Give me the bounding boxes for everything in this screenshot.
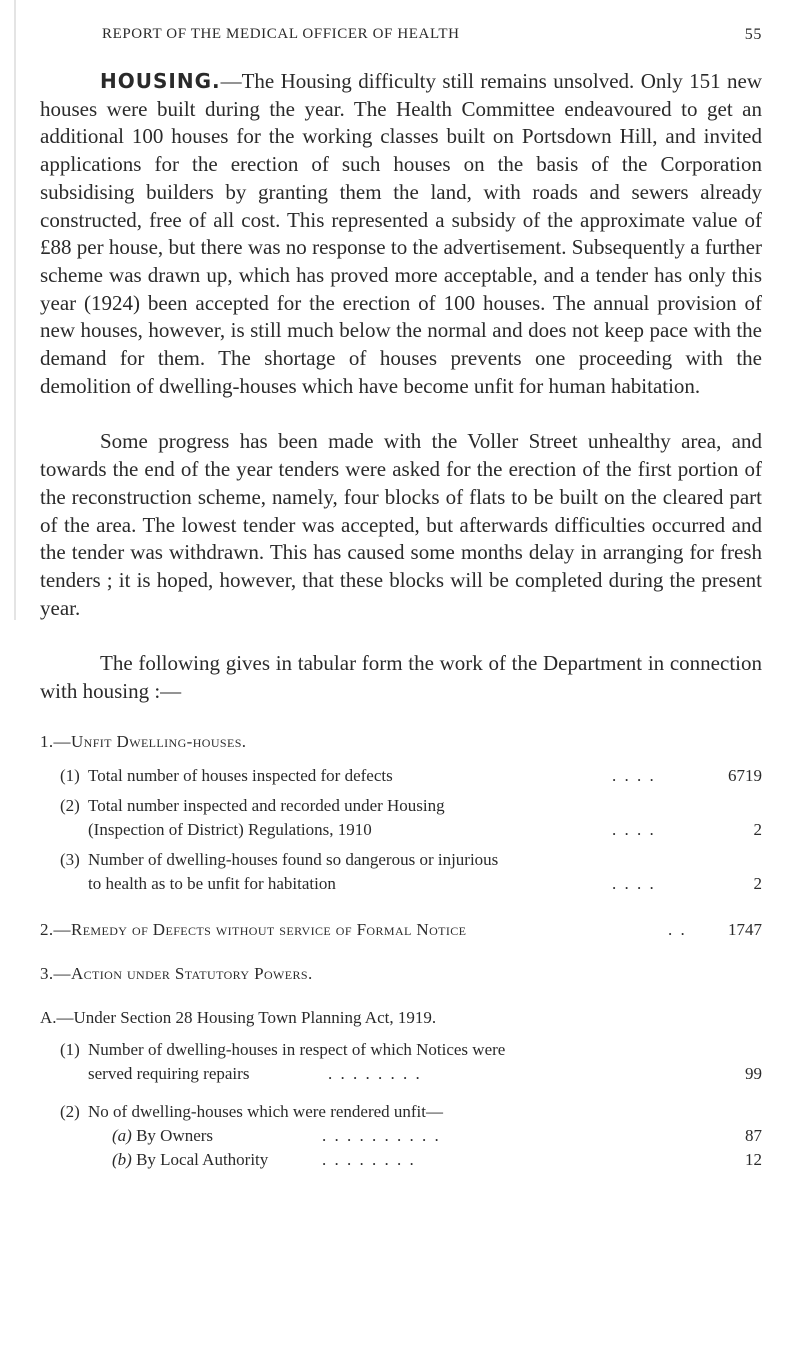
item-number: (2) <box>60 1102 80 1121</box>
section-2-heading: 2.—Remedy of Defects without service of Formal Notice <box>40 920 467 939</box>
section-3-item-2b <box>112 1148 762 1172</box>
paragraph-voller-street: Some progress has been made with the Voller Street unhealthy area, and towards the end of the year tenders were asked for the erection of the first portion of the reconstruction scheme, namely, four blocks of flats to be built on the cleared part of the area. The lowest tender was accepted, but afterwards difficulties occurred and the tender was withdrawn. This has caused some months delay in arranging for fresh tenders ; it is hoped, however, that these blocks will be completed during the present year. <box>40 429 762 620</box>
subitem-text: By Owners <box>136 1126 214 1145</box>
item-number: (1) <box>60 766 80 785</box>
paragraph-tabular-intro: The following gives in tabular form the work of the Department in connection with housing :— <box>40 651 762 704</box>
header-title: REPORT OF THE MEDICAL OFFICER OF HEALTH <box>102 26 460 42</box>
housing-statistics <box>40 730 762 1172</box>
subitem-value: 87 <box>745 1126 762 1145</box>
leader-dots: . . . . <box>612 820 656 839</box>
paragraph-housing <box>40 68 762 400</box>
item-text: Number of dwelling-houses found so dangerous or injurious <box>88 850 499 869</box>
section-1-item-1 <box>60 764 762 788</box>
section-3-heading: 3.—Action under Statutory Powers. <box>40 964 313 983</box>
section-3-item-2a <box>112 1124 762 1148</box>
subitem-label: (b) <box>112 1150 132 1169</box>
item-text: Total number of houses inspected for defects <box>88 766 393 785</box>
section-1-heading: 1.—Unfit Dwelling-houses. <box>40 732 247 751</box>
leader-dots: . . <box>668 920 687 939</box>
item-value: 2 <box>753 820 762 839</box>
running-header <box>40 26 762 50</box>
leader-dots: . . . . . . . . <box>328 1064 422 1083</box>
item-text: No of dwelling-houses which were rendered unfit— <box>88 1102 444 1121</box>
item-value: 6719 <box>728 766 762 785</box>
leader-dots: . . . . . . . . <box>322 1150 416 1169</box>
subitem-label: (a) <box>112 1126 132 1145</box>
section-2 <box>40 918 762 942</box>
item-value: 2 <box>753 874 762 893</box>
body-text <box>40 68 762 706</box>
item-text-continued: to health as to be unfit for habitation <box>88 874 336 893</box>
leader-dots: . . . . <box>612 766 656 785</box>
item-number: (3) <box>60 850 80 869</box>
subsection-a-heading: A.—Under Section 28 Housing Town Planning Act, 1919. <box>40 1008 437 1027</box>
leader-dots: . . . . . . . . . . <box>322 1126 441 1145</box>
housing-heading: HOUSING. <box>100 69 221 93</box>
section-3-item-1 <box>60 1038 762 1086</box>
item-value: 99 <box>745 1064 762 1083</box>
page-gutter-edge <box>0 0 16 620</box>
subitem-value: 12 <box>745 1150 762 1169</box>
section-3-item-2 <box>60 1100 762 1124</box>
section-2-value: 1747 <box>728 920 762 939</box>
item-number: (1) <box>60 1040 80 1059</box>
item-text: Total number inspected and recorded under Housing <box>88 796 445 815</box>
item-number: (2) <box>60 796 80 815</box>
item-text-continued: (Inspection of District) Regulations, 1910 <box>88 820 372 839</box>
paragraph-housing-text: —The Housing difficulty still remains unsolved. Only 151 new houses were built during the year. The Health Committee endeavoured to get an additional 100 houses for the working classes built on Portsdown Hill, and invited applications for the erection of such houses on the basis of the Corporation subsidising builders by granting them the land, with roads and sewers already constructed, free of all cost. This represented a subsidy of the approximate value of £88 per house, but there was no response to the advertisement. Subsequently a further scheme was drawn up, which has proved more acceptable, and a tender has only this year (1924) been accepted for the erection of 100 houses. The annual provision of new houses, however, is still much below the normal and does not keep pace with the demand for them. The shortage of houses prevents one proceeding with the demolition of dwelling-houses which have become unfit for human habitation. <box>40 69 762 398</box>
item-text-continued: served requiring repairs <box>88 1064 250 1083</box>
leader-dots: . . . . <box>612 874 656 893</box>
page-number: 55 <box>744 26 762 43</box>
item-text: Number of dwelling-houses in respect of which Notices were <box>88 1040 506 1059</box>
section-1-item-2 <box>60 794 762 842</box>
section-1-item-3 <box>60 848 762 896</box>
subitem-text: By Local Authority <box>136 1150 269 1169</box>
